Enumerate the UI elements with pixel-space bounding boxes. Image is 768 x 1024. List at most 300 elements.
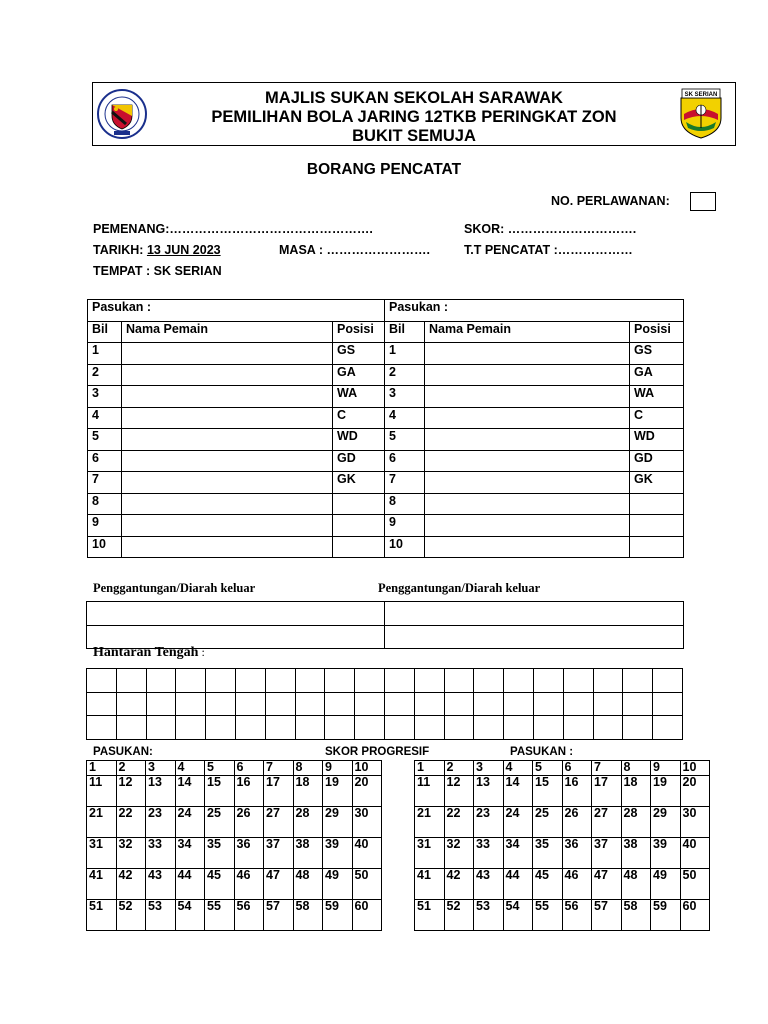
score-cell[interactable]: 3: [146, 761, 176, 776]
player-number: 8: [385, 493, 425, 515]
centre-pass-cell[interactable]: [116, 716, 146, 740]
player-position: GD: [630, 450, 684, 472]
score-cell[interactable]: 20: [680, 776, 710, 807]
score-row: [415, 761, 710, 776]
score-cell[interactable]: 19: [651, 776, 681, 807]
score-cell[interactable]: 6: [234, 761, 264, 776]
score-cell[interactable]: 18: [621, 776, 651, 807]
score-cell[interactable]: 20: [352, 776, 382, 807]
team-a-label: Pasukan :: [88, 300, 385, 322]
score-row: [87, 807, 382, 838]
score-row: [415, 869, 710, 900]
score-cell[interactable]: 21: [87, 807, 117, 838]
centre-pass-cell[interactable]: [176, 716, 206, 740]
score-cell[interactable]: 22: [116, 807, 146, 838]
player-number: 6: [88, 450, 122, 472]
centre-pass-table: [86, 668, 683, 740]
centre-pass-cell[interactable]: [325, 716, 355, 740]
score-cell[interactable]: 28: [621, 807, 651, 838]
centre-pass-cell[interactable]: [384, 716, 414, 740]
player-position: GS: [333, 343, 385, 365]
centre-pass-cell[interactable]: [355, 716, 385, 740]
score-cell[interactable]: 48: [621, 869, 651, 900]
score-row: [87, 900, 382, 931]
score-cell[interactable]: 18: [293, 776, 323, 807]
player-position: C: [333, 407, 385, 429]
player-name-cell[interactable]: [122, 493, 333, 515]
score-cell[interactable]: 60: [352, 900, 382, 931]
score-cell[interactable]: 40: [352, 838, 382, 869]
centre-pass-cell[interactable]: [206, 669, 236, 693]
substitution-cell[interactable]: [385, 602, 684, 626]
score-cell[interactable]: 33: [146, 838, 176, 869]
player-position: WA: [333, 386, 385, 408]
score-cell[interactable]: 21: [415, 807, 445, 838]
centre-pass-cell[interactable]: [295, 692, 325, 716]
centre-pass-cell[interactable]: [116, 669, 146, 693]
score-cell[interactable]: 7: [264, 761, 294, 776]
header-line-1: MAJLIS SUKAN SEKOLAH SARAWAK: [265, 89, 563, 107]
header-pos: Posisi: [333, 321, 385, 343]
player-row: [88, 386, 684, 408]
score-cell[interactable]: 59: [651, 900, 681, 931]
centre-pass-colon: :: [198, 645, 205, 659]
score-cell[interactable]: 31: [415, 838, 445, 869]
score-cell[interactable]: 46: [562, 869, 592, 900]
centre-pass-cell[interactable]: [533, 669, 563, 693]
score-cell[interactable]: 56: [562, 900, 592, 931]
score-cell[interactable]: 13: [474, 776, 504, 807]
score-cell[interactable]: 9: [323, 761, 353, 776]
score-cell[interactable]: 24: [503, 807, 533, 838]
centre-pass-cell[interactable]: [295, 716, 325, 740]
header-line-2: PEMILIHAN BOLA JARING 12TKB PERINGKAT ZON: [211, 108, 617, 126]
centre-pass-cell[interactable]: [653, 692, 683, 716]
score-cell[interactable]: 23: [146, 807, 176, 838]
player-name-cell[interactable]: [425, 536, 630, 558]
player-position: GK: [630, 472, 684, 494]
score-cell[interactable]: 53: [146, 900, 176, 931]
player-position: [630, 536, 684, 558]
player-number: 9: [88, 515, 122, 537]
score-cell[interactable]: 40: [680, 838, 710, 869]
score-cell[interactable]: 42: [444, 869, 474, 900]
centre-pass-cell[interactable]: [325, 669, 355, 693]
player-row: [88, 364, 684, 386]
score-cell[interactable]: 38: [621, 838, 651, 869]
score-cell[interactable]: 25: [533, 807, 563, 838]
player-number: 3: [88, 386, 122, 408]
score-cell[interactable]: 45: [533, 869, 563, 900]
centre-pass-cell[interactable]: [206, 716, 236, 740]
score-row: [87, 761, 382, 776]
score-cell[interactable]: 43: [474, 869, 504, 900]
score-cell[interactable]: 38: [293, 838, 323, 869]
score-cell[interactable]: 41: [87, 869, 117, 900]
centre-pass-cell[interactable]: [235, 716, 265, 740]
player-name-cell[interactable]: [425, 493, 630, 515]
score-cell[interactable]: 23: [474, 807, 504, 838]
score-cell[interactable]: 1: [415, 761, 445, 776]
score-cell[interactable]: 15: [205, 776, 235, 807]
score-cell[interactable]: 37: [592, 838, 622, 869]
player-position: WD: [333, 429, 385, 451]
centre-pass-cell[interactable]: [563, 692, 593, 716]
centre-pass-cell[interactable]: [414, 669, 444, 693]
player-position: WA: [630, 386, 684, 408]
centre-pass-cell[interactable]: [474, 669, 504, 693]
progress-title: SKOR PROGRESIF: [325, 746, 430, 758]
header-bil: Bil: [385, 321, 425, 343]
score-cell[interactable]: 19: [323, 776, 353, 807]
score-cell[interactable]: 44: [175, 869, 205, 900]
score-cell[interactable]: 9: [651, 761, 681, 776]
score-cell[interactable]: 50: [352, 869, 382, 900]
player-row: [88, 536, 684, 558]
score-cell[interactable]: 25: [205, 807, 235, 838]
player-row: [88, 493, 684, 515]
player-number: 1: [385, 343, 425, 365]
header-name: Nama Pemain: [122, 321, 333, 343]
score-cell[interactable]: 57: [592, 900, 622, 931]
player-number: 5: [88, 429, 122, 451]
score-cell[interactable]: 52: [444, 900, 474, 931]
player-name-cell[interactable]: [425, 407, 630, 429]
substitution-label-right: Penggantungan/Diarah keluar: [378, 581, 541, 595]
substitution-table: [86, 601, 684, 649]
score-cell[interactable]: 16: [562, 776, 592, 807]
score-row: [87, 869, 382, 900]
recorder-signature-field[interactable]: T.T PENCATAT :………………: [464, 243, 633, 257]
score-row: [415, 838, 710, 869]
centre-pass-cell[interactable]: [653, 669, 683, 693]
player-row: [88, 450, 684, 472]
date-field[interactable]: [93, 243, 221, 257]
header-name: Nama Pemain: [425, 321, 630, 343]
score-cell[interactable]: 36: [234, 838, 264, 869]
mss-sarawak-logo: [96, 88, 148, 140]
centre-pass-cell[interactable]: [87, 669, 117, 693]
centre-pass-cell[interactable]: [504, 669, 534, 693]
score-cell[interactable]: 29: [323, 807, 353, 838]
time-field[interactable]: MASA : …………………….: [279, 243, 430, 257]
sk-serian-logo-text: SK SERIAN: [684, 92, 718, 98]
score-cell[interactable]: 47: [592, 869, 622, 900]
date-value: 13 JUN 2023: [146, 243, 221, 257]
player-name-cell[interactable]: [122, 364, 333, 386]
player-position: C: [630, 407, 684, 429]
score-cell[interactable]: 15: [533, 776, 563, 807]
score-cell[interactable]: 59: [323, 900, 353, 931]
score-cell[interactable]: 30: [680, 807, 710, 838]
score-cell[interactable]: 32: [444, 838, 474, 869]
score-cell[interactable]: 42: [116, 869, 146, 900]
score-cell[interactable]: 58: [621, 900, 651, 931]
score-row: [87, 838, 382, 869]
player-number: 2: [385, 364, 425, 386]
score-cell[interactable]: 14: [503, 776, 533, 807]
centre-pass-cell[interactable]: [176, 669, 206, 693]
centre-pass-cell[interactable]: [504, 716, 534, 740]
score-cell[interactable]: 52: [116, 900, 146, 931]
centre-pass-cell[interactable]: [146, 669, 176, 693]
centre-pass-cell[interactable]: [623, 692, 653, 716]
centre-pass-cell[interactable]: [653, 716, 683, 740]
score-cell[interactable]: 57: [264, 900, 294, 931]
score-cell[interactable]: 34: [503, 838, 533, 869]
score-cell[interactable]: 54: [175, 900, 205, 931]
score-cell[interactable]: 11: [87, 776, 117, 807]
header-line-3: BUKIT SEMUJA: [352, 127, 476, 145]
players-table: [87, 299, 684, 558]
centre-pass-cell[interactable]: [623, 716, 653, 740]
venue-field: TEMPAT : SK SERIAN: [93, 264, 222, 278]
player-position: GK: [333, 472, 385, 494]
player-name-cell[interactable]: [122, 407, 333, 429]
centre-pass-cell[interactable]: [325, 692, 355, 716]
centre-pass-cell[interactable]: [533, 692, 563, 716]
score-cell[interactable]: 36: [562, 838, 592, 869]
score-cell[interactable]: 37: [264, 838, 294, 869]
player-name-cell[interactable]: [122, 429, 333, 451]
player-position: GA: [333, 364, 385, 386]
score-row: [415, 776, 710, 807]
player-name-cell[interactable]: [425, 343, 630, 365]
centre-pass-cell[interactable]: [563, 669, 593, 693]
score-cell[interactable]: 28: [293, 807, 323, 838]
player-name-cell[interactable]: [122, 450, 333, 472]
score-cell[interactable]: 8: [293, 761, 323, 776]
player-position: GS: [630, 343, 684, 365]
centre-pass-cell[interactable]: [295, 669, 325, 693]
score-cell[interactable]: 47: [264, 869, 294, 900]
score-cell[interactable]: 5: [205, 761, 235, 776]
player-row: [88, 429, 684, 451]
score-cell[interactable]: 1: [87, 761, 117, 776]
player-name-cell[interactable]: [122, 515, 333, 537]
centre-pass-cell[interactable]: [384, 669, 414, 693]
centre-pass-cell[interactable]: [384, 692, 414, 716]
score-cell[interactable]: 26: [234, 807, 264, 838]
centre-pass-cell[interactable]: [563, 716, 593, 740]
score-cell[interactable]: 10: [680, 761, 710, 776]
player-number: 7: [385, 472, 425, 494]
centre-pass-cell[interactable]: [414, 716, 444, 740]
score-cell[interactable]: 2: [444, 761, 474, 776]
score-cell[interactable]: 24: [175, 807, 205, 838]
score-cell[interactable]: 30: [352, 807, 382, 838]
player-number: 8: [88, 493, 122, 515]
score-cell[interactable]: 60: [680, 900, 710, 931]
centre-pass-cell[interactable]: [593, 692, 623, 716]
centre-pass-cell[interactable]: [355, 669, 385, 693]
player-row: [88, 515, 684, 537]
progress-team-right-label: PASUKAN :: [510, 746, 574, 758]
player-name-cell[interactable]: [425, 386, 630, 408]
score-cell[interactable]: 26: [562, 807, 592, 838]
score-cell[interactable]: 5: [533, 761, 563, 776]
centre-pass-cell[interactable]: [87, 692, 117, 716]
score-cell[interactable]: 13: [146, 776, 176, 807]
score-cell[interactable]: 14: [175, 776, 205, 807]
centre-pass-heading: [93, 645, 205, 661]
player-number: 6: [385, 450, 425, 472]
score-cell[interactable]: 53: [474, 900, 504, 931]
score-cell[interactable]: 56: [234, 900, 264, 931]
score-row: [87, 776, 382, 807]
score-cell[interactable]: 43: [146, 869, 176, 900]
score-cell[interactable]: 35: [205, 838, 235, 869]
player-number: 5: [385, 429, 425, 451]
score-cell[interactable]: 49: [323, 869, 353, 900]
substitution-cell[interactable]: [385, 625, 684, 649]
player-position: GA: [630, 364, 684, 386]
score-cell[interactable]: 45: [205, 869, 235, 900]
score-cell[interactable]: 12: [116, 776, 146, 807]
centre-pass-cell[interactable]: [265, 669, 295, 693]
player-number: 4: [385, 407, 425, 429]
header-box: [92, 82, 736, 146]
player-number: 3: [385, 386, 425, 408]
substitution-label-left: Penggantungan/Diarah keluar: [93, 581, 256, 595]
score-cell[interactable]: 34: [175, 838, 205, 869]
score-cell[interactable]: 49: [651, 869, 681, 900]
centre-pass-cell[interactable]: [533, 716, 563, 740]
score-cell[interactable]: 16: [234, 776, 264, 807]
score-cell[interactable]: 29: [651, 807, 681, 838]
player-name-cell[interactable]: [122, 343, 333, 365]
centre-pass-cell[interactable]: [146, 716, 176, 740]
centre-pass-cell[interactable]: [593, 669, 623, 693]
centre-pass-cell[interactable]: [265, 716, 295, 740]
centre-pass-cell[interactable]: [265, 692, 295, 716]
score-cell[interactable]: 31: [87, 838, 117, 869]
score-cell[interactable]: 7: [592, 761, 622, 776]
score-cell[interactable]: 48: [293, 869, 323, 900]
centre-pass-cell[interactable]: [504, 692, 534, 716]
player-row: [88, 472, 684, 494]
centre-pass-cell[interactable]: [116, 692, 146, 716]
score-cell[interactable]: 27: [264, 807, 294, 838]
player-name-cell[interactable]: [425, 472, 630, 494]
player-number: 4: [88, 407, 122, 429]
sk-serian-logo: [678, 86, 724, 140]
player-position: [630, 493, 684, 515]
player-position: GD: [333, 450, 385, 472]
score-cell[interactable]: 54: [503, 900, 533, 931]
score-cell[interactable]: 39: [323, 838, 353, 869]
centre-pass-cell[interactable]: [176, 692, 206, 716]
player-position: WD: [630, 429, 684, 451]
match-number-box[interactable]: [690, 192, 716, 211]
centre-pass-cell[interactable]: [444, 669, 474, 693]
player-number: 10: [88, 536, 122, 558]
winner-field[interactable]: PEMENANG:………………………………………….: [93, 222, 373, 236]
score-cell[interactable]: 4: [503, 761, 533, 776]
date-label: TARIKH:: [93, 243, 147, 257]
score-cell[interactable]: 33: [474, 838, 504, 869]
player-number: 1: [88, 343, 122, 365]
score-cell[interactable]: 17: [592, 776, 622, 807]
substitution-cell[interactable]: [87, 602, 385, 626]
score-cell[interactable]: 27: [592, 807, 622, 838]
progress-team-left-label: PASUKAN:: [93, 746, 153, 758]
score-cell[interactable]: 6: [562, 761, 592, 776]
player-name-cell[interactable]: [425, 364, 630, 386]
header-bil: Bil: [88, 321, 122, 343]
centre-pass-cell[interactable]: [474, 692, 504, 716]
centre-pass-cell[interactable]: [593, 716, 623, 740]
player-name-cell[interactable]: [425, 450, 630, 472]
centre-pass-cell[interactable]: [444, 692, 474, 716]
score-cell[interactable]: 10: [352, 761, 382, 776]
score-cell[interactable]: 32: [116, 838, 146, 869]
centre-pass-label: Hantaran Tengah: [93, 645, 199, 660]
score-cell[interactable]: 50: [680, 869, 710, 900]
score-cell[interactable]: 55: [533, 900, 563, 931]
match-number-label: NO. PERLAWANAN:: [551, 194, 670, 208]
centre-pass-cell[interactable]: [623, 669, 653, 693]
player-position: [630, 515, 684, 537]
score-cell[interactable]: 35: [533, 838, 563, 869]
score-cell[interactable]: 51: [415, 900, 445, 931]
score-cell[interactable]: 58: [293, 900, 323, 931]
player-name-cell[interactable]: [425, 515, 630, 537]
score-field[interactable]: SKOR: ………………………….: [464, 222, 637, 236]
score-cell[interactable]: 8: [621, 761, 651, 776]
player-number: 9: [385, 515, 425, 537]
score-cell[interactable]: 41: [415, 869, 445, 900]
score-cell[interactable]: 3: [474, 761, 504, 776]
header-pos: Posisi: [630, 321, 684, 343]
score-cell[interactable]: 4: [175, 761, 205, 776]
score-row: [415, 900, 710, 931]
player-name-cell[interactable]: [122, 536, 333, 558]
player-position: [333, 493, 385, 515]
centre-pass-cell[interactable]: [206, 692, 236, 716]
score-cell[interactable]: 44: [503, 869, 533, 900]
form-title: BORANG PENCATAT: [306, 161, 462, 178]
centre-pass-cell[interactable]: [235, 669, 265, 693]
player-row: [88, 343, 684, 365]
centre-pass-cell[interactable]: [235, 692, 265, 716]
player-row: [88, 407, 684, 429]
score-row: [415, 807, 710, 838]
centre-pass-cell[interactable]: [87, 716, 117, 740]
progress-score-table-right: [414, 760, 710, 931]
score-cell[interactable]: 2: [116, 761, 146, 776]
score-cell[interactable]: 51: [87, 900, 117, 931]
score-cell[interactable]: 46: [234, 869, 264, 900]
centre-pass-cell[interactable]: [355, 692, 385, 716]
centre-pass-cell[interactable]: [474, 716, 504, 740]
centre-pass-cell[interactable]: [414, 692, 444, 716]
player-name-cell[interactable]: [122, 472, 333, 494]
score-cell[interactable]: 39: [651, 838, 681, 869]
player-name-cell[interactable]: [122, 386, 333, 408]
progress-score-table-left: [86, 760, 382, 931]
score-cell[interactable]: 22: [444, 807, 474, 838]
centre-pass-cell[interactable]: [444, 716, 474, 740]
player-number: 7: [88, 472, 122, 494]
score-cell[interactable]: 12: [444, 776, 474, 807]
score-cell[interactable]: 17: [264, 776, 294, 807]
score-cell[interactable]: 55: [205, 900, 235, 931]
centre-pass-cell[interactable]: [146, 692, 176, 716]
score-cell[interactable]: 11: [415, 776, 445, 807]
player-name-cell[interactable]: [425, 429, 630, 451]
player-position: [333, 515, 385, 537]
